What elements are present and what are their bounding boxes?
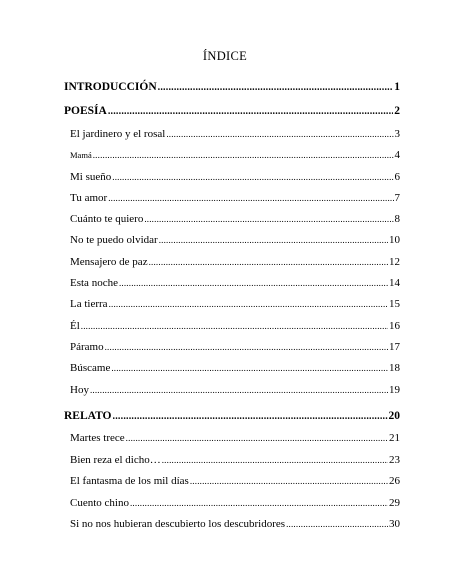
toc-title: ÍNDICE xyxy=(202,49,248,63)
toc-label: Tu amor xyxy=(70,192,108,204)
dot-leader xyxy=(108,191,393,205)
toc-page-number: 14 xyxy=(389,277,400,289)
toc-entry[interactable] xyxy=(70,431,400,445)
toc-page-number: 12 xyxy=(389,256,400,268)
toc-page-number: 6 xyxy=(394,171,400,183)
dot-leader xyxy=(90,383,388,397)
toc-label: El fantasma de los mil días xyxy=(70,475,189,487)
dot-leader xyxy=(130,496,388,510)
toc-page-number: 10 xyxy=(389,234,400,246)
toc-label: Esta noche xyxy=(70,277,118,289)
toc-label: El jardinero y el rosal xyxy=(70,128,166,140)
toc-page-number: 21 xyxy=(389,432,400,444)
toc-entry[interactable] xyxy=(70,297,400,311)
toc-label: Búscame xyxy=(70,362,111,374)
dot-leader xyxy=(109,297,388,311)
toc-page-number: 3 xyxy=(394,128,400,140)
toc-section-relato[interactable] xyxy=(64,409,400,423)
toc-label: Si no nos hubieran descubierto los descubridores xyxy=(70,518,286,530)
dot-leader xyxy=(105,340,388,354)
dot-leader xyxy=(158,81,394,95)
toc-label: Él xyxy=(70,320,80,332)
dot-leader xyxy=(93,148,394,162)
dot-leader xyxy=(190,474,388,488)
dot-leader xyxy=(112,170,393,184)
dot-leader xyxy=(126,431,388,445)
toc-entry[interactable] xyxy=(70,170,400,184)
toc-page-number: 30 xyxy=(389,518,400,530)
toc-label: Martes trece xyxy=(70,432,125,444)
toc-label: Bien reza el dicho… xyxy=(70,454,161,466)
toc-entry[interactable] xyxy=(70,474,400,488)
toc-label: RELATO xyxy=(64,410,112,422)
dot-leader xyxy=(119,276,388,290)
dot-leader xyxy=(149,255,388,269)
dot-leader xyxy=(286,517,388,531)
dot-leader xyxy=(162,453,388,467)
toc-page-number: 7 xyxy=(394,192,400,204)
toc-label: La tierra xyxy=(70,298,108,310)
toc-page-number: 20 xyxy=(388,410,400,422)
toc-label: Mensajero de paz xyxy=(70,256,148,268)
toc-label: Mamá xyxy=(70,150,92,160)
toc-section-poesia[interactable] xyxy=(64,104,400,118)
toc-entry[interactable] xyxy=(70,340,400,354)
dot-leader xyxy=(108,105,393,119)
toc-entry[interactable] xyxy=(70,127,400,141)
toc-page-number: 26 xyxy=(389,475,400,487)
toc-entry[interactable] xyxy=(70,276,400,290)
toc-page-number: 15 xyxy=(389,298,400,310)
toc-entry[interactable] xyxy=(70,233,400,247)
toc-label: Cuánto te quiero xyxy=(70,213,144,225)
toc-page-number: 23 xyxy=(389,454,400,466)
dot-leader xyxy=(166,127,393,141)
toc-label: Páramo xyxy=(70,341,104,353)
toc-page-number: 16 xyxy=(389,320,400,332)
toc-entry[interactable] xyxy=(70,496,400,510)
toc-entry[interactable] xyxy=(70,453,400,467)
toc-page-number: 18 xyxy=(389,362,400,374)
toc-page-number: 8 xyxy=(394,213,400,225)
toc-entry[interactable] xyxy=(70,517,400,531)
dot-leader xyxy=(111,361,388,375)
toc-entry[interactable] xyxy=(70,255,400,269)
toc-label: INTRODUCCIÓN xyxy=(64,81,157,93)
toc-entry[interactable] xyxy=(70,361,400,375)
dot-leader xyxy=(113,410,388,424)
toc-section-introduccion[interactable] xyxy=(64,80,400,94)
toc-label: Mi sueño xyxy=(70,171,112,183)
toc-label: POESÍA xyxy=(64,105,107,117)
toc-entry[interactable] xyxy=(70,191,400,205)
toc-entry[interactable] xyxy=(70,383,400,397)
toc-page-number: 19 xyxy=(389,384,400,396)
toc-page-number: 4 xyxy=(394,149,400,161)
toc-page-number: 1 xyxy=(394,81,400,93)
toc-entry[interactable] xyxy=(70,148,400,162)
toc-entry[interactable] xyxy=(70,319,400,333)
toc-page-number: 29 xyxy=(389,497,400,509)
dot-leader xyxy=(144,212,393,226)
toc-page-number: 17 xyxy=(389,341,400,353)
toc-entry[interactable] xyxy=(70,212,400,226)
dot-leader xyxy=(81,319,388,333)
toc-label: Cuento chino xyxy=(70,497,129,509)
dot-leader xyxy=(159,233,388,247)
toc-page-number: 2 xyxy=(394,105,400,117)
toc-label: No te puedo olvidar xyxy=(70,234,158,246)
toc-label: Hoy xyxy=(70,384,89,396)
